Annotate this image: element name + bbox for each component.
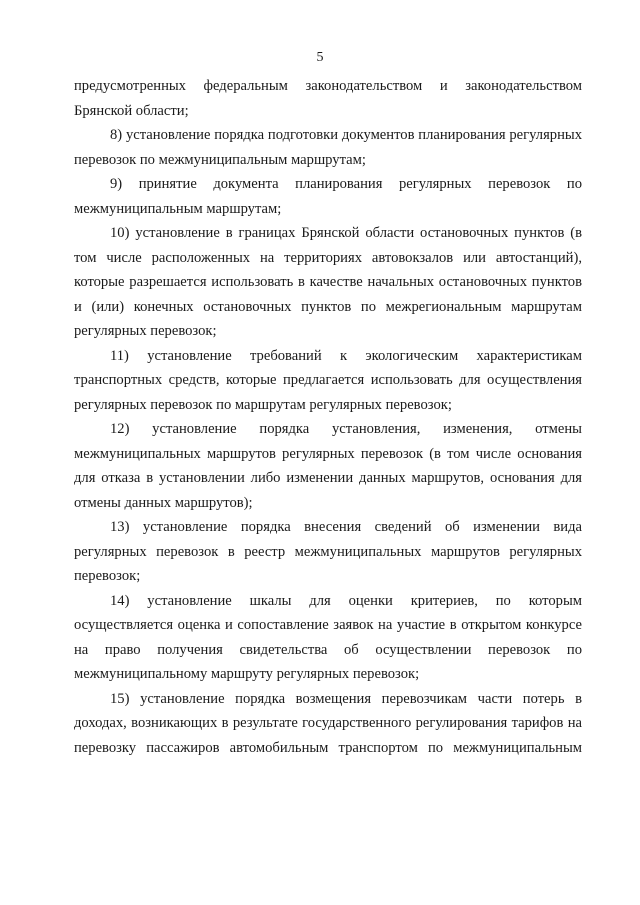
paragraph-item-10: 10) установление в границах Брянской области остановочных пунктов (в том числе расположенных на территориях автовокзалов или автостанций), которые разрешается использовать в качестве начальных остановочных пунктов и (или) конечных остановочных пунктов по межрегиональным маршрутам регулярных перевозок; — [74, 225, 582, 339]
paragraph-item-15: 15) установление порядка возмещения перевозчикам части потерь в доходах, возникающих в результате государственного регулирования тарифов на перевозку пассажиров автомобильным транспортом по межмуниципальным — [74, 690, 582, 756]
paragraph-item-11: 11) установление требований к экологическим характеристикам транспортных средств, которые предлагается использовать для осуществления регулярных перевозок по маршрутам регулярных перевозок; — [74, 347, 582, 413]
paragraph-item-13: 13) установление порядка внесения сведений об изменении вида регулярных перевозок в реестр межмуниципальных маршрутов регулярных перевозок; — [74, 519, 582, 584]
document-body — [74, 74, 582, 760]
paragraph-continuation: предусмотренных федеральным законодательством и законодательством Брянской области; — [74, 78, 582, 119]
paragraph-item-9: 9) принятие документа планирования регулярных перевозок по межмуниципальным маршрутам; — [74, 176, 582, 217]
page-number: 5 — [316, 50, 324, 65]
paragraph-item-14: 14) установление шкалы для оценки критериев, по которым осуществляется оценка и сопоставление заявок на участие в открытом конкурсе на право получения свидетельства об осуществлении перевозок по межмуниципальному маршруту регулярных перевозок; — [74, 592, 582, 682]
paragraph-item-8: 8) установление порядка подготовки документов планирования регулярных перевозок по межмуниципальным маршрутам; — [74, 127, 582, 168]
paragraph-item-12: 12) установление порядка установления, изменения, отмены межмуниципальных маршрутов регулярных перевозок (в том числе основания для отказа в установлении либо изменении данных маршрутов, основания для отмены данных маршрутов); — [74, 421, 582, 511]
